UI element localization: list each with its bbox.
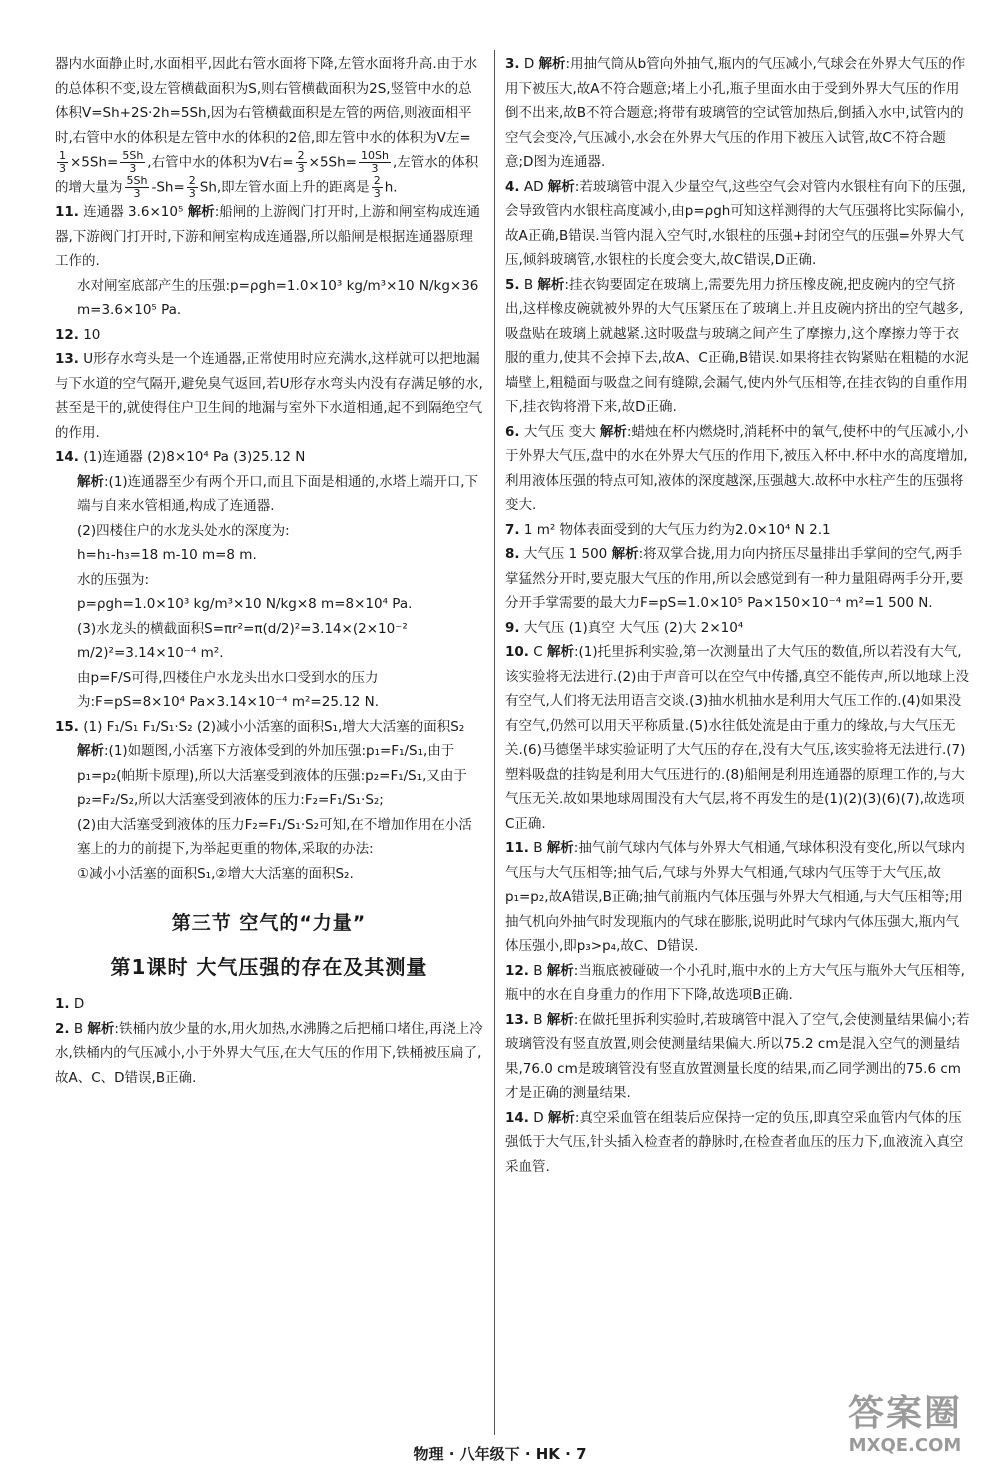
answer-item-15-analysis: 解析:(1)如题图,小活塞下方液体受到的外加压强:p₁=F₁/S₁,由于p₁=p₂(帕斯卡原理),所以大活塞受到液体的压强:p₂=F₁/S₁,又由于p₂=F₂/S₂,所以大活塞受到液体的压力:F₂=F₁/S₁·S₂;	[77, 743, 467, 808]
answer-item-6: 6. 大气压 变大 解析:蜡烛在杯内燃烧时,消耗杯中的氧气,使杯中的气压减小,小于外界大气压,盘中的水在外界大气压的作用下,被压入杯中.杯中水的高度增加,利用液体压强的特点可知,液体的深度越深,压强越大.故杯中水柱产生的压强将变大.	[505, 423, 969, 513]
answer-item-5: 5. B 解析:挂衣钩要固定在玻璃上,需要先用力挤压橡皮碗,把皮碗内的空气挤出,这样橡皮碗就被外界的大气压紧压在了玻璃上.并且皮碗内挤出的空气越多,吸盘贴在玻璃上就越紧.这时吸盘与玻璃之间产生了摩擦力,这个摩擦力等于衣服的重力,使其不会掉下去,故A、C正确,B错误.如果将挂衣钩紧贴在粗糙的水泥墙壁上,粗糙面与吸盘之间有缝隙,会漏气,使内外气压相等,在挂衣钩的自重作用下,挂衣钩将滑下来,故D正确.	[505, 276, 969, 415]
fraction: $\frac{1}{3}$	[59, 149, 66, 175]
answer-item-11-extra: 水对闸室底部产生的压强:p=ρgh=1.0×10³ kg/m³×10 N/kg×36 m=3.6×10⁵ Pa.	[77, 277, 479, 318]
answer-item-7: 7. 1 m² 物体表面受到的大气压力约为2.0×10⁴ N 2.1	[505, 521, 831, 538]
answer-item-14-line: h=h₁-h₃=18 m-10 m=8 m.	[77, 547, 257, 563]
section-title: 第三节 空气的“力量”	[171, 912, 367, 934]
watermark-text: 答案圈	[847, 1393, 962, 1434]
fraction: $\frac{2}{3}$	[297, 149, 305, 175]
answer-item-8: 8. 大气压 1 500 解析:将双掌合拢,用力向内挤压尽量排出手掌间的空气,两手掌猛然分开时,要克服大气压的作用,所以会感觉到有一种力量阻碍两手分开,要分开手掌需要的最大力F=pS=1.0×10⁵ Pa×150×10⁻⁴ m²=1 500 N.	[505, 546, 964, 611]
page-footer: 物理 · 八年级下 · HK · 7	[413, 1445, 587, 1463]
answer-item-14-analysis: 解析:(1)连通器至少有两个开口,而且下面是相通的,水塔上端开口,下端与自来水管相通,构成了连通器.	[77, 473, 479, 514]
answer-item-15-line: ①减小小活塞的面积S₁,②增大大活塞的面积S₂.	[77, 865, 354, 882]
answer-item-14-line: p=ρgh=1.0×10³ kg/m³×10 N/kg×8 m=8×10⁴ Pa.	[77, 596, 413, 612]
answer-item-13: 13. U形存水弯头是一个连通器,正常使用时应充满水,这样就可以把地漏与下水道的空气隔开,避免臭气返回,若U形存水弯头内没有存满足够的水,甚至是干的,就使得住户卫生间的地漏与室外下水道相通,起不到隔绝空气的作用.	[55, 351, 483, 441]
answer-item-14-line: 水的压强为:	[77, 571, 150, 588]
answer-item-1: 1. D	[55, 996, 85, 1012]
answer-item-9: 9. 大气压 (1)真空 大气压 (2)大 2×10⁴	[505, 619, 744, 636]
answer-item-3: 3. D 解析:用抽气筒从b管向外抽气,瓶内的气压减小,气球会在外界大气压的作用下被压大,故A不符合题意;堵上小孔,瓶子里面水由于受到外界大气压的作用倒不出来,故B不符合题意;将带有玻璃管的空试管加热后,倒插入水中,试管内的空气会变冷,气压减小,水会在外界大气压的作用下被压入试管,故C不符合题意;D图为连通器.	[505, 56, 966, 170]
answer-item-13b: 13. B 解析:在做托里拆利实验时,若玻璃管中混入了空气,会使测量结果偏小;若玻璃管没有竖直放置,则会使测量结果偏大.所以75.2 cm是混入空气的测量结果,76.0 cm是玻璃管没有竖直放置测量长度的结果,而乙同学测出的75.6 cm才是正确的测量结果.	[505, 1011, 970, 1101]
answer-item-12: 12. 10	[55, 326, 101, 343]
answer-item-14b: 14. D 解析:真空采血管在组装后应保持一定的负压,即真空采血管内气体的压强低于大气压,针头插入检查者的静脉时,在检查者血压的压力下,血液流入真空采血管.	[505, 1109, 964, 1175]
fraction: $\frac{5Sh}{3}$	[122, 149, 144, 175]
answer-item-15-line: (2)由大活塞受到液体的压力F₂=F₁/S₁·S₂可知,在不增加作用在小活塞上的力的前提下,为举起更重的物体,采取的办法:	[77, 816, 472, 857]
answer-item-14: 14. (1)连通器 (2)8×10⁴ Pa (3)25.12 N	[55, 449, 306, 465]
fraction: $\frac{10Sh}{3}$	[360, 149, 389, 175]
right-column	[505, 52, 970, 1179]
lesson-title: 第1课时 大气压强的存在及其测量	[110, 955, 428, 979]
answer-item-2: 2. B 解析:铁桶内放少量的水,用火加热,水沸腾之后把桶口堵住,再浇上冷水,铁桶内的气压减小,小于外界大气压,在大气压的作用下,铁桶被压扁了,故A、C、D错误,B正确.	[55, 1020, 483, 1086]
answer-item-14-line: (2)四楼住户的水龙头处水的深度为:	[77, 522, 290, 539]
fraction: $\frac{5Sh}{3}$	[126, 174, 148, 200]
answer-item-10: 10. C 解析:(1)托里拆利实验,第一次测量出了大气压的数值,所以若没有大气,该实验将无法进行.(2)由于声音可以在空气中传播,真空不能传声,所以地球上没有空气,人们将无法用语言交谈.(3)抽水机抽水是利用大气压工作的.(4)如果没有空气,仍然可以用天平称质量.(5)水往低处流是由于重力的缘故,与大气压无关.(6)马德堡半球实验证明了大气压的存在,没有大气压,该实验将无法进行.(7)塑料吸盘的挂钩是利用大气压进行的.(8)船闸是利用连通器的原理工作的,与大气压无关.故如果地球周围没有大气层,将不再发生的是(1)(2)(3)(6)(7),故选项C正确.	[505, 644, 969, 832]
answer-item-15: 15. (1) F₁/S₁ F₁/S₁·S₂ (2)减小小活塞的面积S₁,增大大活塞的面积S₂	[55, 718, 465, 735]
fraction: $\frac{2}{3}$	[373, 174, 381, 200]
answer-item-12b: 12. B 解析:当瓶底被碰破一个小孔时,瓶中水的上方大气压与瓶外大气压相等,瓶中的水在自身重力的作用下下降,故选项B正确.	[505, 962, 965, 1003]
watermark-domain: MXQE.COM	[848, 1435, 962, 1456]
answer-item-4: 4. AD 解析:若玻璃管中混入少量空气,这些空气会对管内水银柱有向下的压强,会导致管内水银柱高度减小,由p=ρgh可知这样测得的大气压强将比实际偏小,故A正确,B错误.当管内混入空气时,水银柱的压强+封闭空气的压强=外界大气压,倾斜玻璃管,水银柱的长度会变大,故C错误,D正确.	[505, 178, 966, 268]
left-column	[55, 52, 483, 1090]
fraction: $\frac{2}{3}$	[188, 174, 196, 200]
continuation-paragraph: 器内水面静止时,水面相平,因此右管水面将下降,左管水面将升高.由于水的总体积不变,设左管横截面积为S,则右管横截面积为2S,竖管中水的总体积V=Sh+2S·2h=5Sh,因为右管横截面积是左管的两倍,则液面相平时,右管中水的体积是左管中水的体积的2倍,即左管中水的体积为V左= $\frac{1}{3}$ ×5Sh= $\frac{5Sh}{3}$ ,右管中水的体积为V右= $\frac{2}{3}$ ×5Sh= $\frac{10Sh}{3}$ ,左管水的体积的增大量为 $\frac{5Sh}{3}$ -Sh= $\frac{2}{3}$ Sh,即左管水面上升的距离是 $\frac{2}{3}$ h.	[55, 56, 479, 200]
answer-item-14-line: (3)水龙头的横截面积S=πr²=π(d/2)²=3.14×(2×10⁻² m/2)²=3.14×10⁻⁴ m².	[77, 620, 408, 661]
answer-item-11: 11. 连通器 3.6×10⁵ 解析:船闸的上游阀门打开时,上游和闸室构成连通器,下游阀门打开时,下游和闸室构成连通器,所以船闸是根据连通器原理工作的.	[55, 204, 481, 269]
answer-item-14-line: 由p=F/S可得,四楼住户水龙头出水口受到水的压力为:F=pS=8×10⁴ Pa×3.14×10⁻⁴ m²=25.12 N.	[77, 669, 380, 710]
watermark-logo	[830, 1392, 980, 1472]
column-divider	[494, 50, 495, 1435]
answer-item-11b: 11. B 解析:抽气前气球内气体与外界大气相通,气球体积没有变化,所以气球内气压与大气压相等;抽气后,气球与外界大气相通,气球内气压等于大气压,故p₁=p₂,故A错误,B正确;抽气前瓶内气体压强与外界大气相通,与大气压相等;用抽气机向外抽气时发现瓶内的气球在膨胀,说明此时气球内气体压强大,瓶内气体压强小,即p₃>p₄,故C、D错误.	[505, 840, 965, 954]
